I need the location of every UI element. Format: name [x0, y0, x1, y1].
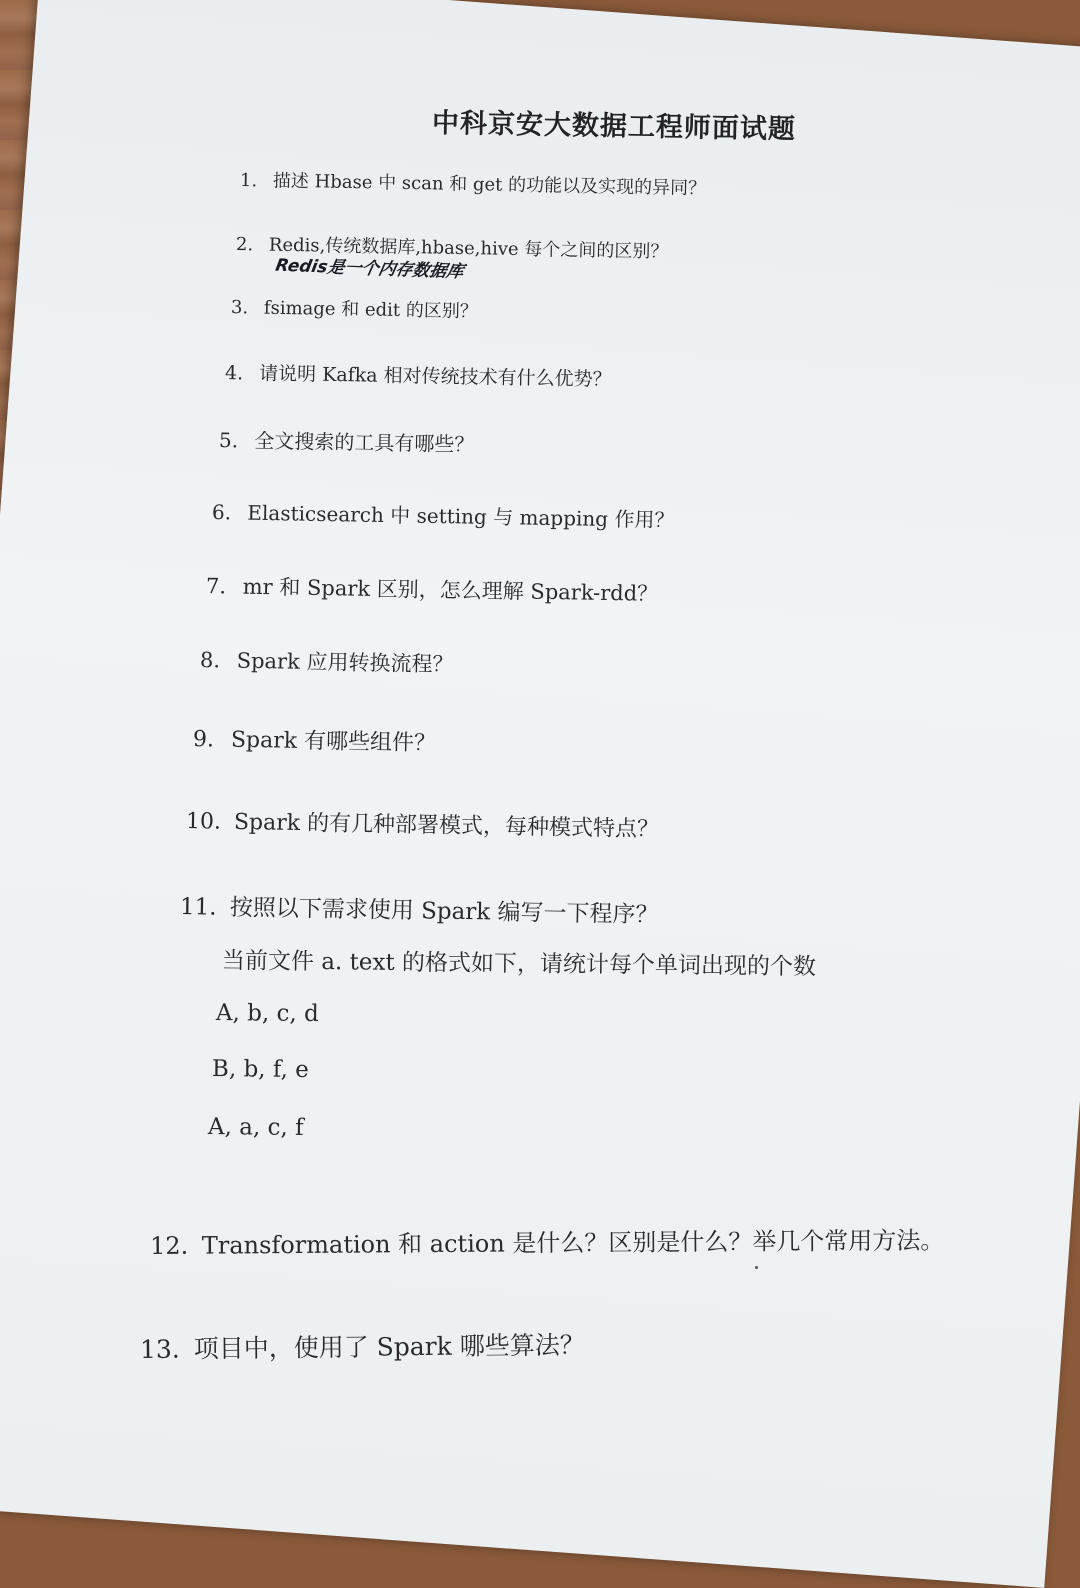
handwritten-note: Redis是一个内存数据库 — [273, 255, 466, 283]
question-5 — [219, 424, 475, 457]
question-text: 按照以下需求使用 Spark 编写一下程序？ — [229, 894, 659, 929]
question-text: 项目中，使用了 Spark 哪些算法？ — [193, 1330, 585, 1364]
question-number: 8. — [199, 648, 221, 673]
question-number: 5. — [218, 428, 239, 453]
question-text: 描述 Hbase 中 scan 和 get 的功能以及实现的异同？ — [272, 170, 707, 200]
question-number: 9. — [192, 727, 215, 753]
question-text: fsimage 和 edit 的区别？ — [263, 297, 479, 323]
question-13 — [140, 1325, 585, 1366]
question-text: Redis,传统数据库,hbase,hive 每个之间的区别？ — [268, 234, 669, 263]
question-number: 4. — [224, 362, 244, 385]
question-number: 3. — [230, 297, 249, 319]
q11-data-line-3: A, a, c, f — [207, 1114, 304, 1142]
question-4 — [225, 358, 612, 392]
q11-description: 当前文件 a. text 的格式如下，请统计每个单词出现的个数 — [221, 948, 817, 981]
question-number: 11. — [179, 894, 217, 921]
question-text: 请说明 Kafka 相对传统技术有什么优势？ — [258, 362, 612, 391]
question-number: 10. — [185, 809, 222, 835]
question-text: Spark 的有几种部署模式，每种模式特点？ — [233, 809, 660, 843]
question-8 — [200, 644, 454, 678]
question-7 — [206, 570, 659, 608]
question-text: mr 和 Spark 区别，怎么理解 Spark-rdd？ — [242, 574, 659, 606]
question-6 — [212, 496, 675, 533]
question-number: 6. — [211, 500, 232, 525]
question-number: 1. — [239, 170, 258, 192]
question-10 — [186, 804, 660, 843]
question-text: 全文搜索的工具有哪些？ — [254, 428, 475, 457]
question-3 — [231, 293, 478, 323]
question-number: 2. — [235, 234, 254, 256]
q11-data-line-1: A, b, c, d — [215, 1000, 319, 1028]
question-11 — [180, 888, 659, 929]
question-number: 13. — [139, 1334, 180, 1364]
question-12 — [150, 1220, 945, 1261]
pen-mark — [755, 1266, 758, 1269]
question-text: Spark 有哪些组件？ — [230, 727, 437, 757]
question-9 — [193, 722, 437, 757]
question-text: Spark 应用转换流程？ — [236, 648, 454, 677]
question-text: Transformation 和 action 是什么？区别是什么？举几个常用方法。 — [201, 1226, 945, 1260]
question-number: 12. — [149, 1231, 189, 1260]
question-1 — [240, 166, 707, 200]
document-title: 中科京安大数据工程师面试题 — [431, 107, 797, 146]
q11-data-line-2: B, b, f, e — [211, 1056, 309, 1084]
question-text: Elasticsearch 中 setting 与 mapping 作用？ — [247, 500, 675, 533]
question-number: 7. — [205, 574, 227, 599]
